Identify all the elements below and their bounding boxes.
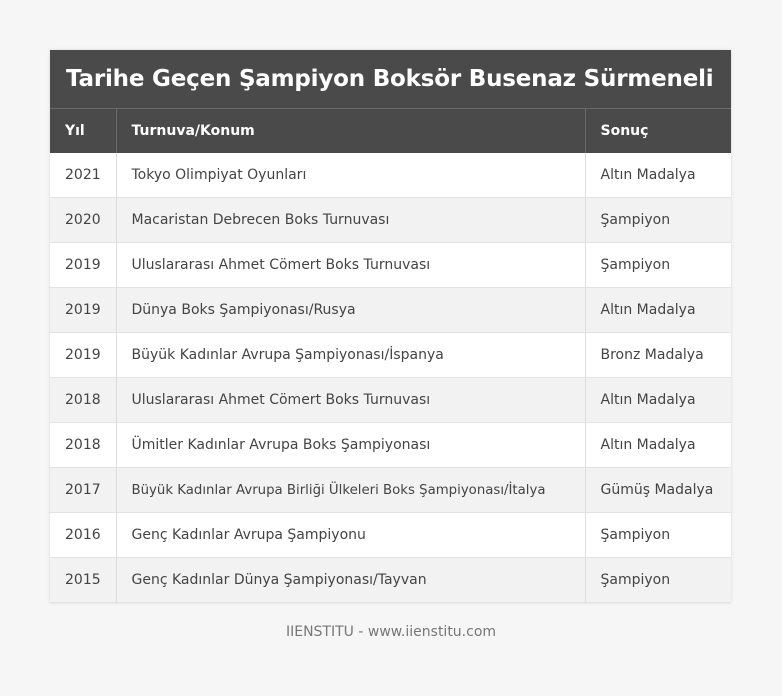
cell-result: Gümüş Madalya (585, 468, 731, 513)
table-row (50, 513, 731, 558)
cell-result: Şampiyon (585, 513, 731, 558)
cell-tournament: Uluslararası Ahmet Cömert Boks Turnuvası (116, 243, 585, 288)
cell-year: 2016 (50, 513, 116, 558)
cell-tournament: Tokyo Olimpiyat Oyunları (116, 153, 585, 198)
cell-year: 2018 (50, 423, 116, 468)
cell-tournament: Macaristan Debrecen Boks Turnuvası (116, 198, 585, 243)
cell-result: Şampiyon (585, 558, 731, 603)
cell-year: 2019 (50, 243, 116, 288)
cell-tournament: Uluslararası Ahmet Cömert Boks Turnuvası (116, 378, 585, 423)
cell-year: 2020 (50, 198, 116, 243)
cell-year: 2019 (50, 288, 116, 333)
cell-result: Altın Madalya (585, 423, 731, 468)
cell-result: Altın Madalya (585, 288, 731, 333)
cell-result: Altın Madalya (585, 153, 731, 198)
cell-tournament: Büyük Kadınlar Avrupa Birliği Ülkeleri Boks Şampiyonası/İtalya (116, 468, 585, 513)
table-title: Tarihe Geçen Şampiyon Boksör Busenaz Sürmeneli (50, 50, 731, 109)
table-row (50, 423, 731, 468)
table-row (50, 558, 731, 603)
cell-tournament: Ümitler Kadınlar Avrupa Boks Şampiyonası (116, 423, 585, 468)
cell-tournament: Genç Kadınlar Dünya Şampiyonası/Tayvan (116, 558, 585, 603)
table-row (50, 198, 731, 243)
table-row (50, 378, 731, 423)
cell-tournament: Büyük Kadınlar Avrupa Şampiyonası/İspanya (116, 333, 585, 378)
source-footer: IIENSTITU - www.iienstitu.com (285, 624, 497, 640)
table-row (50, 153, 731, 198)
results-table-card (50, 50, 731, 603)
cell-result: Şampiyon (585, 198, 731, 243)
cell-tournament: Dünya Boks Şampiyonası/Rusya (116, 288, 585, 333)
cell-year: 2018 (50, 378, 116, 423)
table-row (50, 333, 731, 378)
column-header-year: Yıl (50, 109, 116, 153)
column-header-result: Sonuç (585, 109, 731, 153)
column-header-tournament: Turnuva/Konum (116, 109, 585, 153)
results-table (50, 109, 731, 603)
cell-year: 2017 (50, 468, 116, 513)
cell-year: 2021 (50, 153, 116, 198)
cell-result: Altın Madalya (585, 378, 731, 423)
table-row (50, 288, 731, 333)
cell-year: 2015 (50, 558, 116, 603)
cell-result: Bronz Madalya (585, 333, 731, 378)
table-header-row (50, 109, 731, 153)
cell-tournament: Genç Kadınlar Avrupa Şampiyonu (116, 513, 585, 558)
table-row (50, 468, 731, 513)
table-row (50, 243, 731, 288)
cell-result: Şampiyon (585, 243, 731, 288)
cell-year: 2019 (50, 333, 116, 378)
